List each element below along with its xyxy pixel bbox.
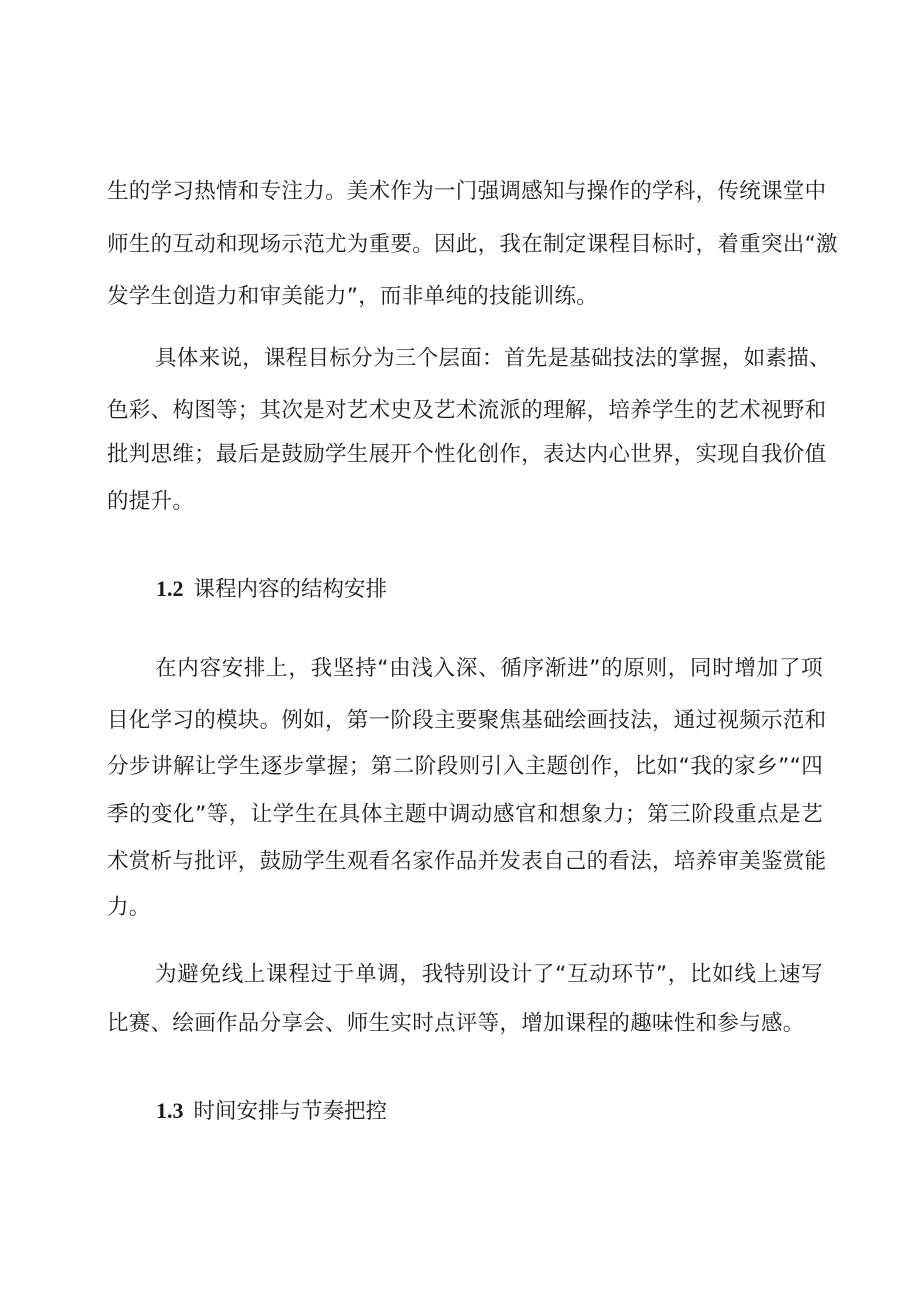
paragraph-line: 目化学习的模块。例如，第一阶段主要聚焦基础绘画技法，通过视频示范和 xyxy=(107,708,827,733)
paragraph-line: 生的学习热情和专注力。美术作为一门强调感知与操作的学科，传统课堂中 xyxy=(107,179,827,204)
paragraph-line: 季的变化”等，让学生在具体主题中调动感官和想象力；第三阶段重点是艺 xyxy=(107,802,823,827)
paragraph-line: 色彩、构图等；其次是对艺术史及艺术流派的理解，培养学生的艺术视野和 xyxy=(107,398,827,423)
paragraph-line: 在内容安排上，我坚持“由浅入深、循序渐进”的原则，同时增加了项 xyxy=(155,656,823,681)
section-heading xyxy=(156,1096,387,1127)
section-title: 时间安排与节奏把控 xyxy=(193,1099,388,1124)
paragraph-line: 师生的互动和现场示范尤为重要。因此，我在制定课程目标时，着重突出“激 xyxy=(107,232,838,257)
paragraph-line: 发学生创造力和审美能力”，而非单纯的技能训练。 xyxy=(107,284,599,309)
paragraph-line: 具体来说，课程目标分为三个层面：首先是基础技法的掌握，如素描、 xyxy=(155,346,831,371)
paragraph-line: 为避免线上课程过于单调，我特别设计了“互动环节”，比如线上速写 xyxy=(155,962,823,987)
section-heading xyxy=(156,574,387,605)
paragraph-line: 分步讲解让学生逐步掌握；第二阶段则引入主题创作，比如“我的家乡”“四 xyxy=(107,754,823,779)
section-number: 1.2 xyxy=(156,576,184,601)
paragraph-line: 的提升。 xyxy=(107,489,195,514)
paragraph-line: 术赏析与批评，鼓励学生观看名家作品并发表自己的看法，培养审美鉴赏能 xyxy=(107,849,827,874)
section-title: 课程内容的结构安排 xyxy=(193,577,388,602)
section-number: 1.3 xyxy=(156,1098,184,1123)
paragraph-line: 力。 xyxy=(107,895,151,920)
paragraph-line: 批判思维；最后是鼓励学生展开个性化创作，表达内心世界，实现自我价值 xyxy=(107,442,827,467)
paragraph-line: 比赛、绘画作品分享会、师生实时点评等，增加课程的趣味性和参与感。 xyxy=(107,1011,805,1036)
